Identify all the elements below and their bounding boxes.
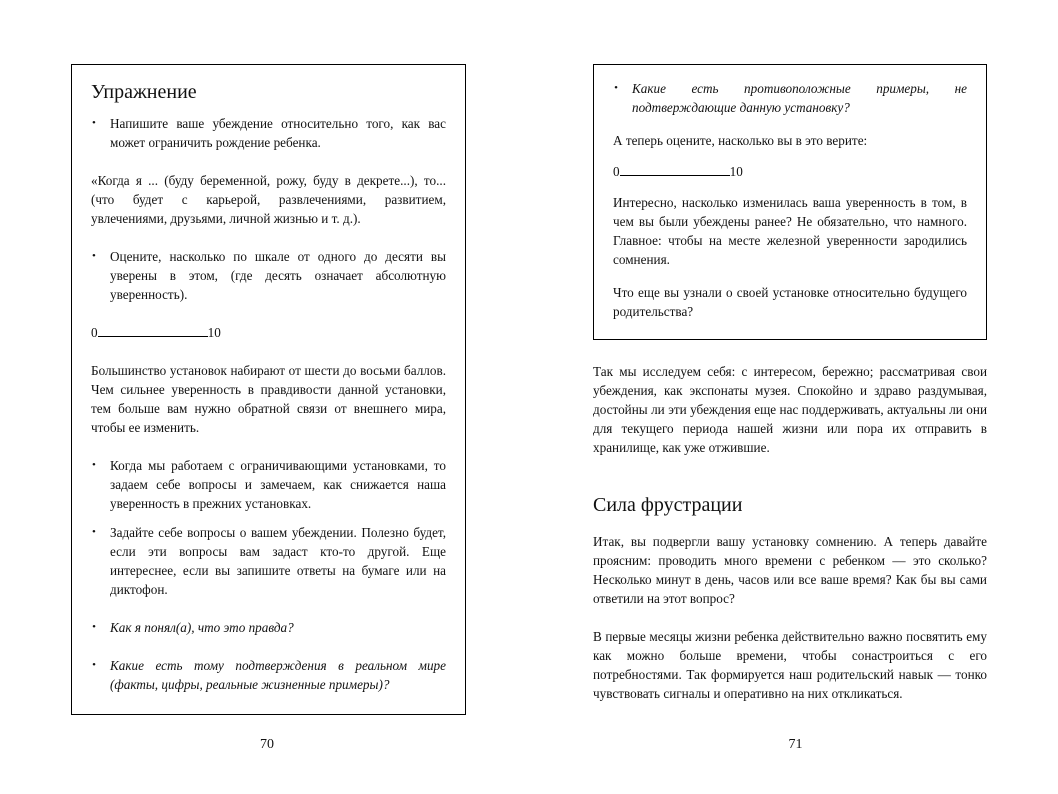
bullet-question-truth: • Как я понял(а), что это правда? bbox=[91, 618, 446, 637]
rating-scale bbox=[91, 323, 446, 342]
scale-line bbox=[620, 162, 730, 176]
paragraph-first-months: В первые месяцы жизни ребенка действительно важно посвятить ему как можно больше времени, чтобы сонастроиться с его потребностями. Так формируется наш родительский навык — тонко чувствовать сигналы и оперативно на них откликаться. bbox=[593, 629, 987, 701]
rate-again-prompt: А теперь оцените, насколько вы в это верите: bbox=[613, 133, 868, 148]
what-else-learned: Что еще вы узнали о своей установке относительно будущего родительства? bbox=[613, 285, 967, 319]
section-heading: Сила фрустрации bbox=[593, 494, 743, 516]
scale-min: 0 bbox=[613, 164, 620, 179]
exercise-box-continued bbox=[593, 64, 987, 340]
scale-min: 0 bbox=[91, 325, 98, 340]
bullet-question-evidence: • Какие есть тому подтверждения в реальном мире (факты, цифры, реальные жизненные примеры)? bbox=[91, 656, 446, 694]
bullet-ask-questions: • Задайте себе вопросы о вашем убеждении. Полезно будет, если эти вопросы вам задаст кто-то другой. Еще интереснее, если вы запишите ответы на бумаге или на диктофон. bbox=[91, 523, 446, 599]
bullet-list bbox=[91, 114, 446, 152]
confidence-change-text: Интересно, насколько изменилась ваша уверенность в том, в чем вы были убеждены ранее? Не обязательно, что намного. Главное: чтобы на месте железной уверенности зародились сомнения. bbox=[613, 195, 967, 267]
bullet-list bbox=[91, 247, 446, 304]
exercise-box bbox=[71, 64, 466, 715]
right-page bbox=[529, 0, 1058, 794]
exercise-heading: Упражнение bbox=[91, 81, 197, 103]
body-text bbox=[593, 362, 987, 703]
belief-template: «Когда я ... (буду беременной, рожу, буду в декрете...), то... (что будет с карьерой, развлечениями, развитием, увлечениями, друзьями, личной жизнью и т. д.). bbox=[91, 173, 446, 226]
rating-scale bbox=[613, 162, 967, 181]
bullet-list bbox=[91, 456, 446, 694]
paragraph-self-exploration: Так мы исследуем себя: с интересом, бережно; рассматривая свои убеждения, как экспонаты музея. Спокойно и здраво раздумывая, достойны ли эти убеждения еще нас поддерживать, актуальны ли они для текущего периода нашей жизни или пора их отправить в хранилище, как уже отжившие. bbox=[593, 364, 987, 455]
bullet-list bbox=[613, 79, 967, 117]
bullet-limiting-beliefs: • Когда мы работаем с ограничивающими установками, то задаем себе вопросы и замечаем, как снижается наша уверенность в прежних установках. bbox=[91, 456, 446, 513]
scale-max: 10 bbox=[729, 164, 743, 179]
bullet-rate-confidence: • Оцените, насколько по шкале от одного до десяти вы уверены в этом, (где десять означает абсолютную уверенность). bbox=[91, 247, 446, 304]
scale-max: 10 bbox=[207, 325, 221, 340]
page-number: 70 bbox=[260, 737, 274, 752]
bullet-counter-examples: • Какие есть противоположные примеры, не подтверждающие данную установку? bbox=[613, 79, 967, 117]
page-number: 71 bbox=[788, 737, 803, 752]
scale-line bbox=[98, 323, 208, 337]
scores-explanation: Большинство установок набирают от шести до восьми баллов. Чем сильнее уверенность в правдивости данной установки, тем больше вам нужно обратной связи от внешнего мира, чтобы ее изменить. bbox=[91, 363, 446, 435]
bullet-write-belief: • Напишите ваше убеждение относительно того, как вас может ограничить рождение ребенка. bbox=[91, 114, 446, 152]
paragraph-doubt: Итак, вы подвергли вашу установку сомнению. А теперь давайте проясним: проводить много времени с ребенком — это сколько? Несколько минут в день, часов или все ваше время? Как бы вы сами ответили на этот вопрос? bbox=[593, 534, 987, 606]
